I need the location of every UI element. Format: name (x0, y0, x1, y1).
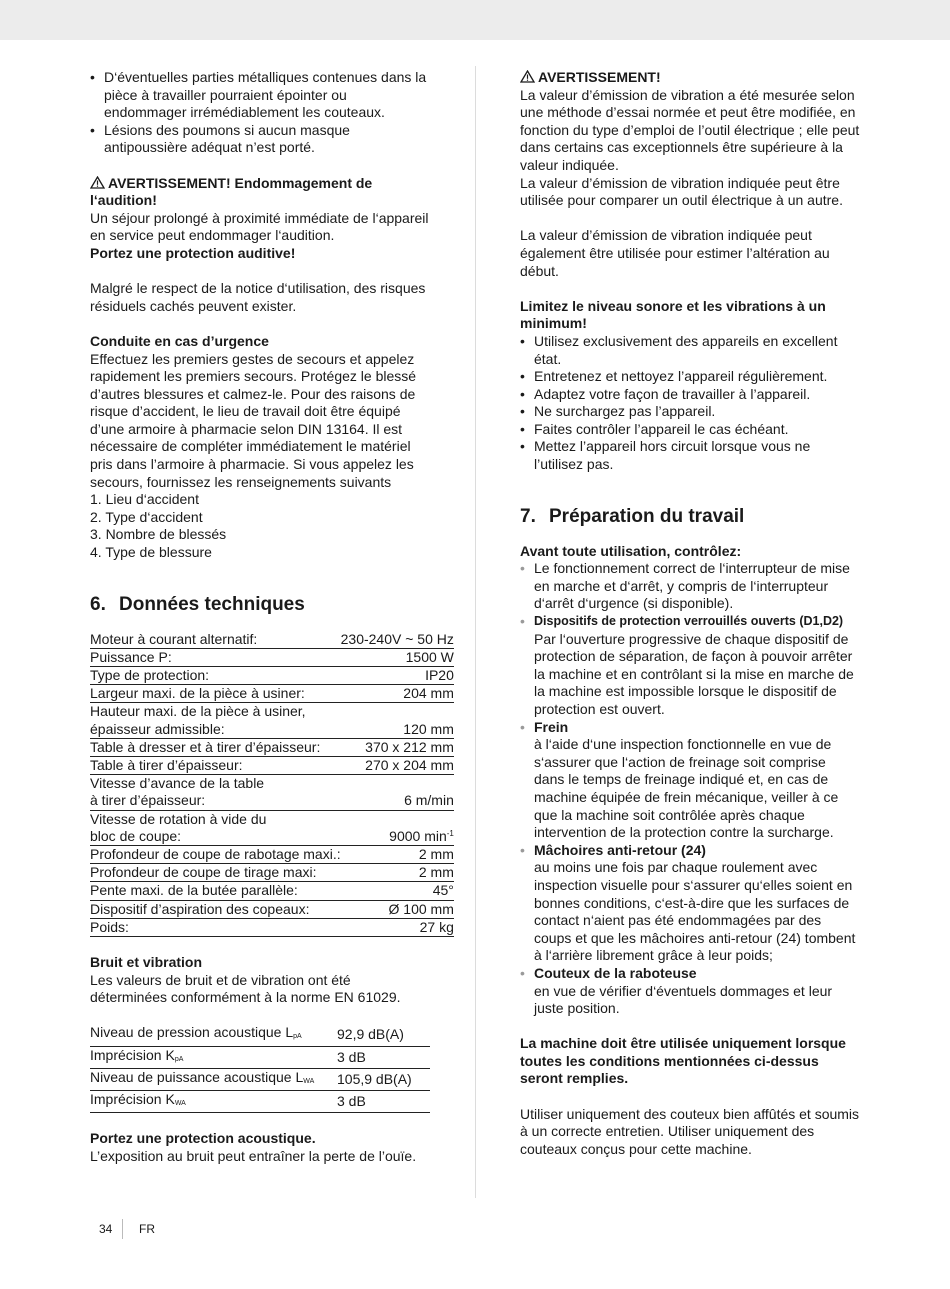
warning-triangle-icon (520, 70, 535, 83)
noise-value: 105,9 dB(A) (337, 1068, 430, 1090)
table-row (90, 1068, 430, 1090)
footer-separator (122, 1219, 123, 1239)
noise-value: 92,9 dB(A) (337, 1024, 430, 1046)
acoustic-protection-text: L’exposition au bruit peut entraîner la perte de l’ouïe. (90, 1147, 417, 1164)
warning-triangle-icon (90, 176, 105, 189)
hearing-warning-bold: Portez une protection auditive! (90, 244, 296, 261)
spec-label: Largeur maxi. de la pièce à usiner: (90, 685, 341, 703)
list-item (520, 965, 860, 1018)
spec-value: 370 x 212 mm (341, 738, 454, 756)
spec-label: Dispositif d’aspiration des copeaux: (90, 900, 341, 918)
list-item: • Adaptez votre façon de travailler à l’appareil. (520, 386, 860, 404)
noise-label-subscript: WA (174, 1100, 186, 1108)
emergency-list (90, 491, 430, 561)
vibration-warning-title (520, 69, 860, 87)
table-row (90, 738, 454, 756)
page-footer (99, 1221, 155, 1237)
right-column (520, 69, 860, 1158)
spec-label: Pente maxi. de la butée parallèle: (90, 882, 341, 900)
list-item: • Le fonctionnement correct de l‘interrupteur de mise en marche et d‘arrêt, y compris de l‘interrupteur d‘arrêt d‘urgence (si disponible). (520, 560, 860, 613)
vibration-text-1: La valeur d’émission de vibration a été mesurée selon une méthode d’essai normée et peut être modifiée, en fonction du type d’emploi de l’outil électrique ; elle peut dans certains cas exceptionnels être supérieure à la valeur indiquée. (520, 86, 860, 173)
spec-label (90, 775, 341, 810)
spec-value: 27 kg (341, 918, 454, 936)
emergency-title: Conduite en cas d’urgence (90, 332, 269, 349)
spec-label: Profondeur de coupe de tirage maxi: (90, 864, 341, 882)
vibration-text-2: La valeur d’émission de vibration indiquée peut être utilisée pour comparer un outil électrique à un autre. (520, 174, 843, 209)
spec-value: 6 m/min (341, 775, 454, 810)
list-item: 4. Type de blessure (90, 544, 212, 561)
check-item-title: • Frein (534, 718, 569, 735)
table-row (90, 1091, 430, 1113)
table-row (90, 1024, 430, 1046)
list-item (520, 719, 860, 842)
table-row (90, 1046, 430, 1068)
spec-value-text: 9000 min (389, 827, 447, 844)
limit-list (520, 333, 860, 474)
spec-value: Ø 100 mm (341, 900, 454, 918)
spec-label: Profondeur de coupe de rabotage maxi.: (90, 846, 341, 863)
spec-label: Table à tirer d’épaisseur: (90, 757, 341, 775)
spec-value: 1500 W (341, 648, 454, 666)
spec-label-line: Hauteur maxi. de la pièce à usiner, (90, 703, 306, 720)
check-item-text: au moins une fois par chaque roulement avec inspection visuelle pour s‘assurer qu‘elles soient en bonnes conditions, c‘est-à-dire que les surfaces de contact n‘aient pas été endommagées par des coups et que les mâchoires anti-retour (24) tombent à l‘arrière librement grâce à leur poids; (534, 859, 856, 964)
spec-label: Moteur à courant alternatif: (90, 631, 341, 649)
table-row (90, 918, 454, 936)
section-7-heading (520, 505, 860, 529)
spec-label-line: Vitesse de rotation à vide du (90, 810, 267, 827)
spec-value: 45° (341, 882, 454, 900)
emergency-text: Effectuez les premiers gestes de secours et appelez rapidement les premiers secours. Protégez le blessé d’autres blessures et calmez-le. Pour des raisons de risque d’accident, le lieu de travail doit être équipé d’une armoire à pharmacie selon DIN 13164. Il est nécessaire de compléter immédiatement le matériel pris dans l’armoire à pharmacie. Si vous appelez les secours, fournissez les renseignements suivants (90, 350, 417, 490)
table-row (90, 685, 454, 703)
list-item: • Mettez l’appareil hors circuit lorsque vous ne l’utilisez pas. (520, 438, 860, 473)
spec-label: Type de protection: (90, 667, 341, 685)
table-row (90, 864, 454, 882)
check-title: Avant toute utilisation, contrôlez: (520, 542, 742, 559)
table-row (90, 703, 454, 738)
spec-value: 2 mm (341, 864, 454, 882)
section-number: 6. (90, 593, 106, 615)
noise-label-text: Niveau de puissance acoustique L (90, 1068, 304, 1085)
vibration-warning-title-text: AVERTISSEMENT! (538, 69, 661, 85)
check-item-text: à l‘aide d‘une inspection fonctionnelle en vue de s‘assurer que l‘action de freinage soit comprise dans le temps de freinage indiqué et, en cas de machine équipée de frein mécanique, veiller à ce que la machine soit contrôlée après chaque intervention de la protection contre la surcharge. (534, 736, 839, 841)
table-row (90, 775, 454, 810)
spec-label (90, 810, 341, 845)
spec-label-line: épaisseur admissible: (90, 720, 225, 737)
noise-value: 3 dB (337, 1091, 430, 1113)
noise-label (90, 1068, 337, 1090)
hearing-warning-title (90, 175, 430, 210)
language-code: FR (139, 1222, 155, 1236)
spec-value: 270 x 204 mm (341, 757, 454, 775)
table-row (90, 846, 454, 864)
noise-label-text: Imprécision K (90, 1046, 175, 1063)
table-row (90, 648, 454, 666)
noise-label (90, 1091, 337, 1113)
vibration-text-3: La valeur d’émission de vibration indiquée peut également être utilisée pour estimer l’altération au début. (520, 227, 830, 279)
spec-value: IP20 (341, 667, 454, 685)
noise-label (90, 1046, 337, 1068)
table-row (90, 667, 454, 685)
machine-conditions-bold: La machine doit être utilisée uniquement lorsque toutes les conditions mentionnées ci-dessus seront remplies. (520, 1035, 846, 1087)
left-column (90, 69, 454, 1165)
noise-label-subscript: pA (293, 1033, 302, 1041)
noise-label-subscript: pA (174, 1055, 184, 1063)
residual-risk-text: Malgré le respect de la notice d‘utilisation, des risques résiduels cachés peuvent exister. (90, 280, 426, 314)
spec-label: Table à dresser et à tirer d’épaisseur: (90, 738, 341, 756)
list-item: • Entretenez et nettoyez l’appareil régulièrement. (520, 368, 860, 386)
table-row (90, 631, 454, 649)
list-item (520, 842, 860, 965)
spec-label-line: à tirer d’épaisseur: (90, 792, 206, 809)
spec-value: 2 mm (341, 846, 454, 864)
list-item: • Faites contrôler l’appareil le cas échéant. (520, 421, 860, 439)
noise-label-text: Imprécision K (90, 1091, 175, 1108)
spec-label: Puissance P: (90, 648, 341, 666)
hearing-warning-text: Un séjour prolongé à proximité immédiate de l‘appareil en service peut endommager l‘audition. (90, 209, 429, 244)
noise-label-text: Niveau de pression acoustique L (90, 1024, 294, 1041)
spec-label-line: Vitesse d’avance de la table (90, 775, 265, 792)
spec-value: 230-240V ~ 50 Hz (340, 630, 454, 647)
column-divider (475, 66, 476, 1198)
list-item: • Ne surchargez pas l’appareil. (520, 403, 860, 421)
spec-label (90, 703, 341, 738)
list-item: 3. Nombre de blessés (90, 526, 227, 543)
list-item: 1. Lieu d‘accident (90, 491, 199, 508)
check-list (520, 560, 860, 1017)
acoustic-protection-title: Portez une protection acoustique. (90, 1130, 316, 1147)
check-item-text: Par l‘ouverture progressive de chaque dispositif de protection de séparation, de façon à pouvoir arrêter la machine et en contrôlant si la mise en marche de la machine est impossible lorsque le dispositif de protection est ouvert. (534, 630, 854, 717)
limit-title: Limitez le niveau sonore et les vibrations à un minimum! (520, 297, 826, 332)
table-row (90, 810, 454, 845)
table-row (90, 900, 454, 918)
list-item (520, 613, 860, 719)
check-item-title: • Dispositifs de protection verrouillés ouverts (D1,D2) (534, 614, 844, 629)
check-item-text: en vue de vérifier d‘éventuels dommages et leur juste position. (534, 982, 833, 1017)
noise-value: 3 dB (337, 1046, 430, 1068)
spec-value-exponent: -1 (446, 828, 454, 838)
noise-text: Les valeurs de bruit et de vibration ont été déterminées conformément à la norme EN 61029. (90, 971, 401, 1006)
spec-label: Poids: (90, 918, 341, 936)
risk-list (90, 69, 430, 157)
noise-label (90, 1024, 337, 1046)
noise-label-subscript: WA (303, 1077, 315, 1085)
check-item-title: • Couteux de la raboteuse (534, 964, 697, 981)
list-item: • Utilisez exclusivement des appareils en excellent état. (520, 333, 860, 368)
technical-data-table (90, 631, 454, 937)
noise-table (90, 1024, 430, 1113)
section-6-heading (90, 593, 430, 617)
knives-text: Utiliser uniquement des couteux bien affûtés et soumis à un correcte entretien. Utiliser uniquement des couteaux conçus pour cette machine. (520, 1105, 860, 1157)
table-row (90, 882, 454, 900)
spec-value (341, 810, 454, 845)
spec-value: 120 mm (341, 703, 454, 738)
spec-value: 204 mm (341, 685, 454, 703)
list-item: • Lésions des poumons si aucun masque antipoussière adéquat n’est porté. (90, 122, 430, 157)
top-bar (0, 0, 950, 40)
section-number: 7. (520, 505, 536, 527)
spec-label-line: bloc de coupe: (90, 827, 182, 844)
hearing-warning-title-text: AVERTISSEMENT! Endommagement de l‘audition! (90, 174, 373, 209)
page-number: 34 (99, 1222, 113, 1236)
noise-title: Bruit et vibration (90, 954, 203, 971)
list-item: • D‘éventuelles parties métalliques contenues dans la pièce à travailler pourraient épointer ou endommager irrémédiablement les couteaux. (90, 69, 430, 122)
section-title: Données techniques (119, 593, 305, 615)
table-row (90, 757, 454, 775)
list-item: 2. Type d‘accident (90, 508, 203, 525)
section-title: Préparation du travail (549, 505, 745, 527)
check-item-title: • Mâchoires anti-retour (24) (534, 841, 706, 858)
